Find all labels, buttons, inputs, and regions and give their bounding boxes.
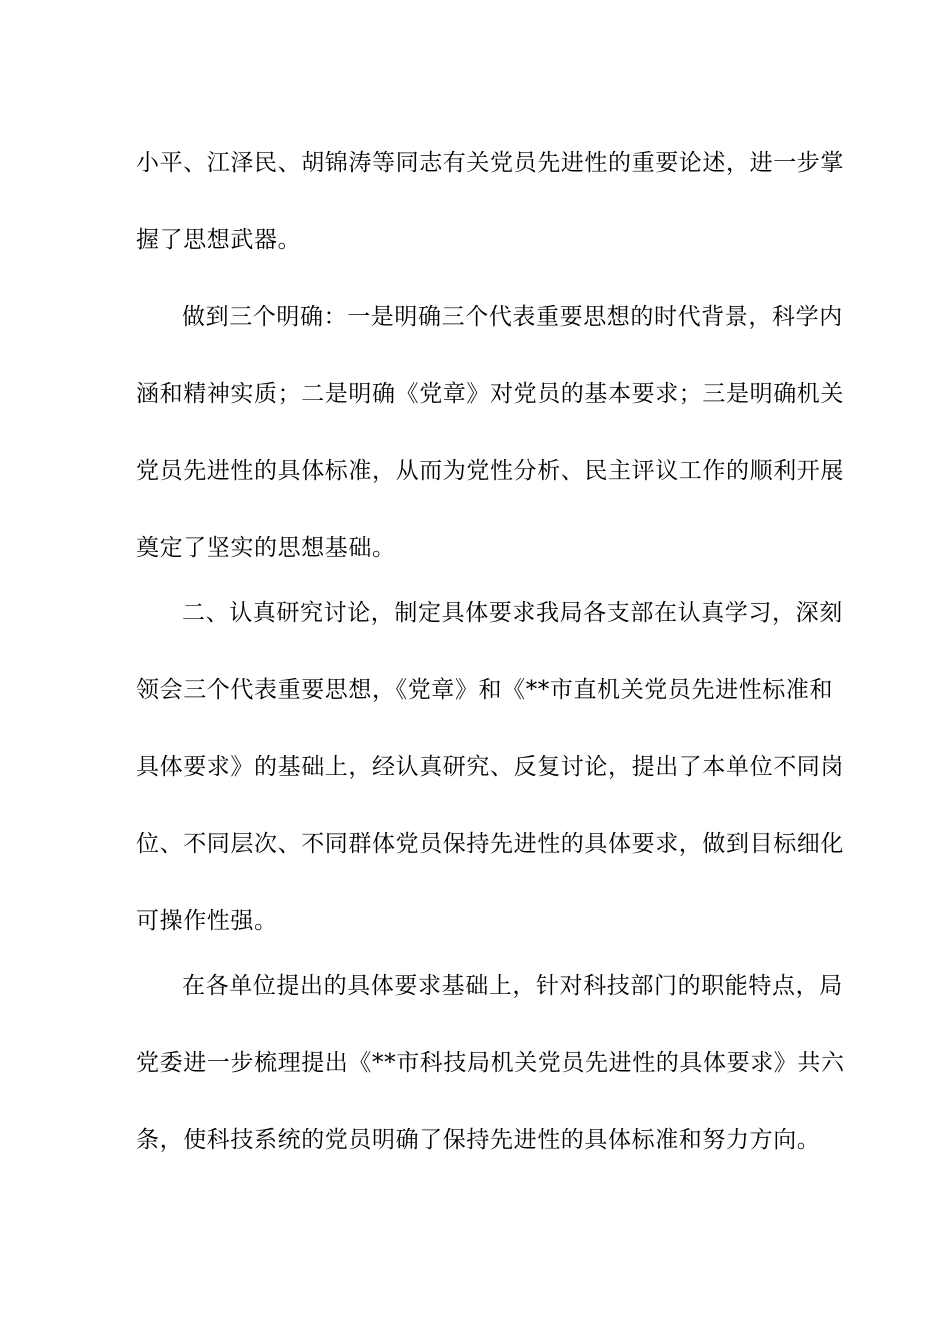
text-line: 条，使科技系统的党员明确了保持先进性的具体标准和努力方向。 — [136, 1127, 821, 1153]
text-line: 可操作性强。 — [136, 908, 278, 934]
text-line: 握了思想武器。 — [136, 227, 302, 253]
text-line: 位、不同层次、不同群体党员保持先进性的具体要求，做到目标细化 — [136, 831, 844, 857]
text-line: 涵和精神实质；二是明确《党章》对党员的基本要求；三是明确机关 — [136, 381, 844, 407]
text-line: 奠定了坚实的思想基础。 — [136, 535, 396, 561]
text-line: 具体要求》的基础上，经认真研究、反复讨论，提出了本单位不同岗 — [136, 754, 844, 780]
text-line: 做到三个明确：一是明确三个代表重要思想的时代背景，科学内 — [182, 304, 843, 330]
text-line: 二、认真研究讨论，制定具体要求我局各支部在认真学习，深刻 — [182, 600, 843, 626]
text-line: 党员先进性的具体标准，从而为党性分析、民主评议工作的顺利开展 — [136, 458, 844, 484]
text-line: 在各单位提出的具体要求基础上，针对科技部门的职能特点，局 — [182, 973, 843, 999]
text-line: 党委进一步梳理提出《**市科技局机关党员先进性的具体要求》共六 — [136, 1050, 845, 1076]
text-line: 小平、江泽民、胡锦涛等同志有关党员先进性的重要论述，进一步掌 — [136, 150, 844, 176]
text-line: 领会三个代表重要思想，《党章》和《**市直机关党员先进性标准和 — [136, 677, 834, 703]
